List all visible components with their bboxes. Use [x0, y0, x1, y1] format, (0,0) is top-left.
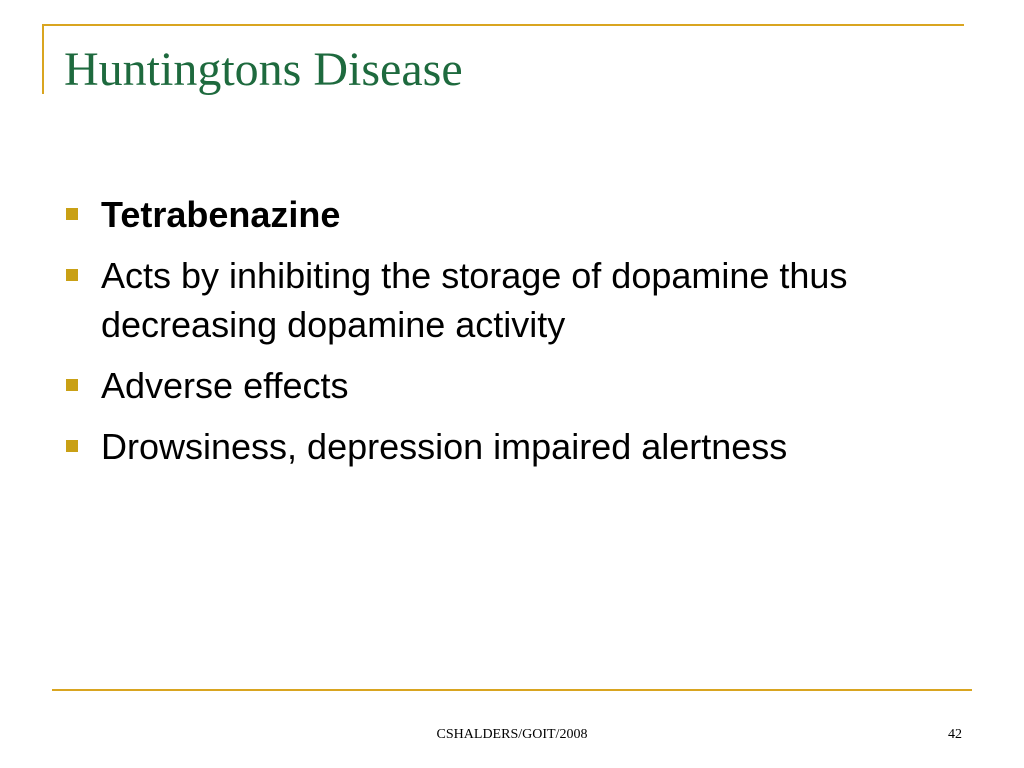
bullet-text: Acts by inhibiting the storage of dopamine thus decreasing dopamine activity [101, 255, 848, 345]
square-bullet-icon [66, 269, 78, 281]
bullet-list [64, 190, 964, 483]
bullet-text: Adverse effects [101, 365, 349, 406]
frame-left-rule [42, 24, 44, 94]
square-bullet-icon [66, 208, 78, 220]
square-bullet-icon [66, 379, 78, 391]
footer-rule [52, 689, 972, 691]
bullet-text: Drowsiness, depression impaired alertness [101, 426, 788, 467]
footer-text: CSHALDERS/GOIT/2008 [436, 727, 588, 742]
bullet-item [64, 422, 964, 471]
page-number: 42 [948, 727, 962, 742]
bullet-text: Tetrabenazine [101, 194, 341, 235]
frame-top-rule [42, 24, 964, 26]
square-bullet-icon [66, 440, 78, 452]
bullet-item [64, 251, 964, 349]
bullet-item [64, 190, 964, 239]
bullet-item [64, 361, 964, 410]
slide-title: Huntingtons Disease [64, 43, 463, 96]
